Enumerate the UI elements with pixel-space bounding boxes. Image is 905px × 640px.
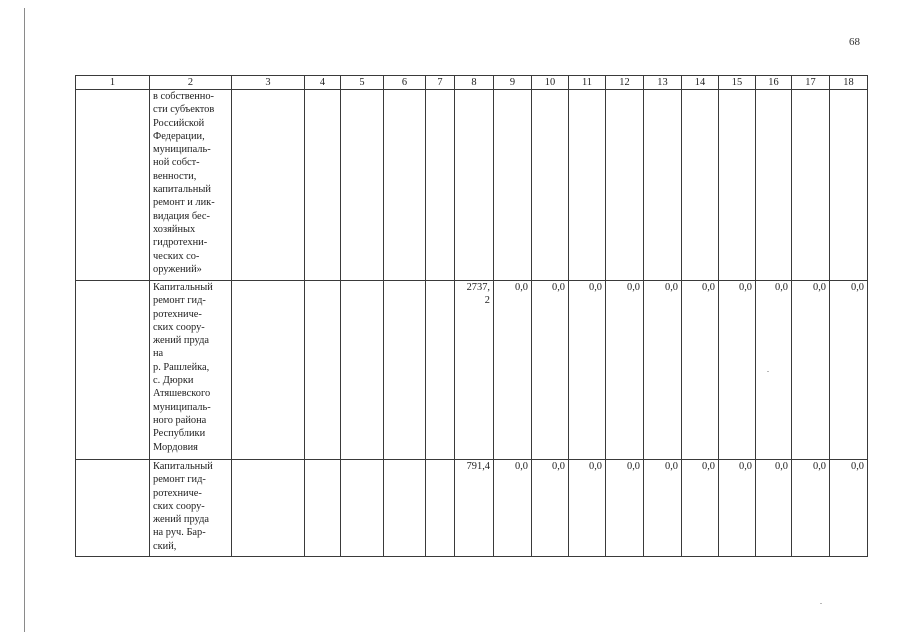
cell-col-3 [232, 460, 305, 557]
table-header-row [76, 76, 868, 90]
cell-col-6 [384, 90, 426, 281]
name-line: ческих со- [153, 250, 200, 262]
name-line: хозяйных [153, 223, 196, 235]
column-header-4: 4 [305, 76, 341, 90]
cell-col-9: 0,0 [494, 281, 532, 460]
name-line: ремонт гид- [153, 295, 206, 307]
name-line: Капитальный [153, 282, 213, 293]
column-header-15: 15 [719, 76, 756, 90]
cell-col-13: 0,0 [644, 460, 682, 557]
cell-name [150, 90, 232, 281]
name-line: ремонт и лик- [153, 197, 215, 209]
sum-line: 2 [484, 295, 490, 307]
column-header-1: 1 [76, 76, 150, 90]
binding-margin-line [24, 8, 25, 632]
name-line: ротехниче- [153, 308, 202, 320]
cell-col-17: 0,0 [792, 460, 830, 557]
cell-col-10 [532, 90, 569, 281]
cell-col-1 [76, 460, 150, 557]
name-line: жений пруда [153, 514, 209, 526]
name-line: в собственно- [153, 91, 214, 102]
name-line: сти субъектов [153, 104, 215, 116]
cell-col-16: 0,0 [756, 281, 792, 460]
cell-col-10: 0,0 [532, 460, 569, 557]
name-line: гидротехни- [153, 237, 208, 249]
cell-col-4 [305, 90, 341, 281]
sum-line: 2737, [466, 282, 490, 293]
name-line: Федерации, [153, 130, 205, 142]
cell-col-12: 0,0 [606, 281, 644, 460]
column-header-2: 2 [150, 76, 232, 90]
name-line: капитальный [153, 184, 211, 196]
name-line: Республики [153, 428, 206, 440]
cell-col-11: 0,0 [569, 460, 606, 557]
column-header-11: 11 [569, 76, 606, 90]
data-table [75, 75, 868, 557]
column-header-6: 6 [384, 76, 426, 90]
column-header-7: 7 [426, 76, 455, 90]
cell-col-7 [426, 281, 455, 460]
name-line: жений пруда [153, 335, 209, 347]
cell-col-18 [830, 90, 868, 281]
name-line: с. Дюрки [153, 375, 194, 387]
name-line: ротехниче- [153, 487, 202, 499]
name-line: Мордовия [153, 441, 198, 453]
cell-col-7 [426, 90, 455, 281]
name-line: ной собст- [153, 157, 200, 169]
name-line: Капитальный [153, 461, 213, 472]
name-line: муниципаль- [153, 144, 211, 156]
cell-col-9: 0,0 [494, 460, 532, 557]
cell-col-5 [341, 90, 384, 281]
cell-col-16: 0,0 [756, 460, 792, 557]
cell-col-12 [606, 90, 644, 281]
name-line: венности, [153, 170, 197, 182]
column-header-5: 5 [341, 76, 384, 90]
cell-col-13: 0,0 [644, 281, 682, 460]
cell-col-14: 0,0 [682, 281, 719, 460]
column-header-9: 9 [494, 76, 532, 90]
cell-col-11: 0,0 [569, 281, 606, 460]
cell-col-5 [341, 281, 384, 460]
column-header-12: 12 [606, 76, 644, 90]
cell-col-14: 0,0 [682, 460, 719, 557]
column-header-13: 13 [644, 76, 682, 90]
column-header-8: 8 [455, 76, 494, 90]
name-line: ский, [153, 540, 177, 552]
cell-col-1 [76, 281, 150, 460]
table-row [76, 90, 868, 281]
cell-col-6 [384, 460, 426, 557]
cell-col-7 [426, 460, 455, 557]
name-line: на [153, 348, 164, 360]
name-line: на руч. Бар- [153, 527, 206, 539]
table-row [76, 460, 868, 557]
name-line: Атяшевского [153, 388, 211, 400]
name-line: ремонт гид- [153, 474, 206, 486]
name-line: ного района [153, 414, 207, 426]
scan-speck [820, 603, 822, 604]
cell-col-1 [76, 90, 150, 281]
cell-col-13 [644, 90, 682, 281]
cell-col-15 [719, 90, 756, 281]
page-number: 68 [849, 36, 860, 48]
cell-name [150, 460, 232, 557]
cell-col-11 [569, 90, 606, 281]
name-line: муниципаль- [153, 401, 211, 413]
column-header-10: 10 [532, 76, 569, 90]
cell-col-17 [792, 90, 830, 281]
column-header-18: 18 [830, 76, 868, 90]
cell-col-3 [232, 281, 305, 460]
column-header-14: 14 [682, 76, 719, 90]
column-header-3: 3 [232, 76, 305, 90]
cell-col-18: 0,0 [830, 281, 868, 460]
name-line: оружений» [153, 263, 202, 275]
cell-col-8 [455, 460, 494, 557]
cell-col-8 [455, 90, 494, 281]
cell-col-6 [384, 281, 426, 460]
cell-col-12: 0,0 [606, 460, 644, 557]
table-row [76, 281, 868, 460]
cell-col-10: 0,0 [532, 281, 569, 460]
cell-col-16 [756, 90, 792, 281]
cell-col-17: 0,0 [792, 281, 830, 460]
name-line: ских соору- [153, 321, 205, 333]
cell-col-8 [455, 281, 494, 460]
cell-col-14 [682, 90, 719, 281]
column-header-16: 16 [756, 76, 792, 90]
name-line: Российской [153, 117, 205, 129]
cell-col-15: 0,0 [719, 460, 756, 557]
cell-col-4 [305, 460, 341, 557]
cell-col-18: 0,0 [830, 460, 868, 557]
cell-name [150, 281, 232, 460]
name-line: видация бес- [153, 210, 210, 222]
cell-col-3 [232, 90, 305, 281]
name-line: р. Рашлейка, [153, 361, 210, 373]
column-header-17: 17 [792, 76, 830, 90]
cell-col-15: 0,0 [719, 281, 756, 460]
name-line: ских соору- [153, 500, 205, 512]
cell-col-4 [305, 281, 341, 460]
sum-line: 791,4 [466, 461, 490, 472]
cell-col-9 [494, 90, 532, 281]
table-body [76, 76, 868, 557]
cell-col-5 [341, 460, 384, 557]
